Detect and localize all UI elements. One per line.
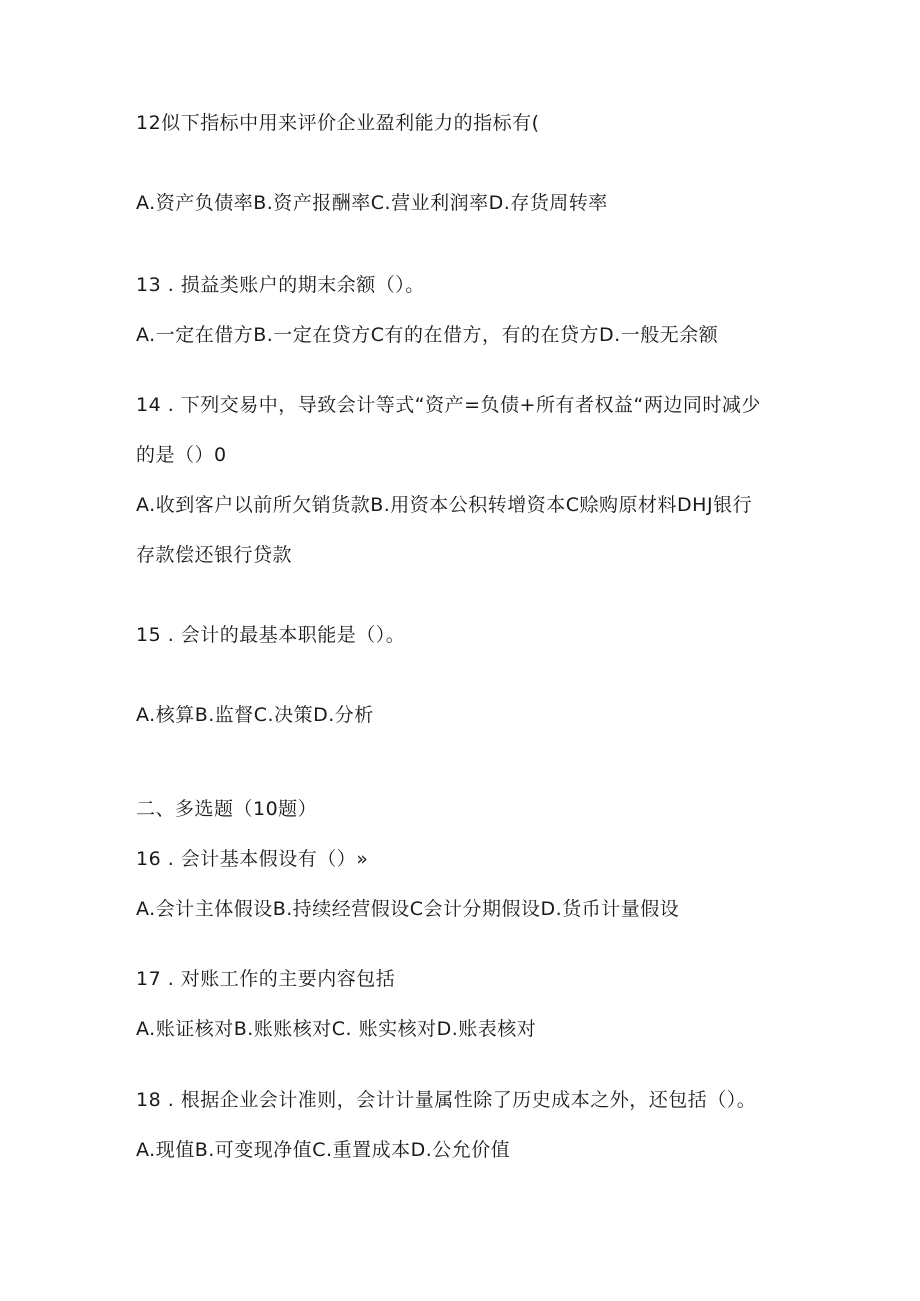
question-18: 18 . 根据企业会计准则，会计计量属性除了历史成本之外，还包括（）。 <box>136 1089 757 1111</box>
question-17-options: A.账证核对B.账账核对C. 账实核对D.账表核对 <box>136 1018 537 1040</box>
question-14-options: A.收到客户以前所欠销货款B.用资本公积转增资本C赊购原材料DHJ银行 <box>136 494 753 516</box>
question-13-options: A.一定在借方B.一定在贷方C有的在借方，有的在贷方D.一般无余额 <box>136 324 719 346</box>
question-17: 17 . 对账工作的主要内容包括 <box>136 968 396 990</box>
question-12-options: A.资产负债率B.资产报酬率C.营业利润率D.存货周转率 <box>136 192 608 214</box>
question-15-options: A.核算B.监督C.决策D.分析 <box>136 704 374 726</box>
question-13: 13 . 损益类账户的期末余额（）。 <box>136 274 425 296</box>
question-14-continued: 的是（）0 <box>136 444 227 466</box>
question-16-options: A.会计主体假设B.持续经营假设C会计分期假设D.货币计量假设 <box>136 898 680 920</box>
question-14-options-continued: 存款偿还银行贷款 <box>136 544 293 566</box>
question-18-options: A.现值B.可变现净值C.重置成本D.公允价值 <box>136 1139 511 1161</box>
question-16: 16 . 会计基本假设有（）» <box>136 848 369 870</box>
question-15: 15 . 会计的最基本职能是（）。 <box>136 624 406 646</box>
question-12: 12似下指标中用来评价企业盈利能力的指标有( <box>136 112 540 134</box>
section-heading-multiple-choice: 二、多选题（10题） <box>136 798 318 820</box>
question-14: 14 . 下列交易中，导致会计等式“资产=负债+所有者权益“两边同时减少 <box>136 394 761 416</box>
